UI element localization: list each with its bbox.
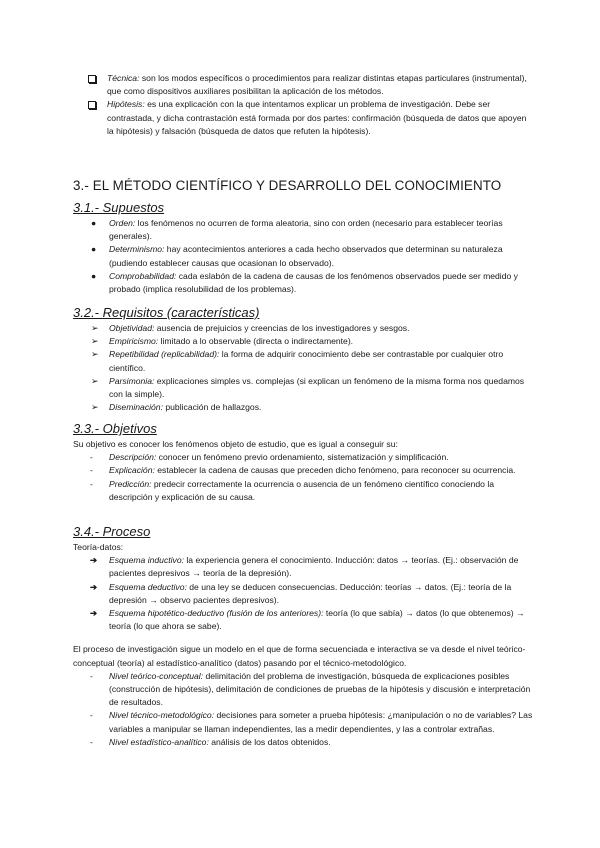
arrowhead-bullet-icon: ➢ <box>91 323 99 333</box>
bullet-icon: ● <box>91 218 97 228</box>
item-text: análisis de los datos obtenidos. <box>208 736 331 747</box>
list-item <box>73 375 533 401</box>
item-text: son los modos específicos o procedimientos para realizar distintas etapas particulares (instrumental), que como dispositivos auxiliares posibilitan la aplicación de los métodos. <box>107 73 527 97</box>
dash-bullet-icon: - <box>90 710 93 721</box>
requisitos-list <box>73 322 533 414</box>
item-term: Diseminación: <box>109 402 163 413</box>
item-term: Empiricismo: <box>109 336 159 347</box>
item-term: Repetibilidad (replicabilidad): <box>109 349 220 360</box>
supuestos-list <box>73 217 533 296</box>
niveles-list <box>73 670 533 749</box>
section-title: 3.3.- Objetivos <box>73 421 157 436</box>
item-term: Objetividad: <box>109 323 155 333</box>
section-proceso <box>73 523 533 749</box>
dash-bullet-icon: - <box>90 452 93 463</box>
item-term: Descripción: <box>109 452 157 463</box>
section-title: 3.1.- Supuestos <box>73 200 165 215</box>
section-intro: Su objetivo es conocer los fenómenos objeto de estudio, que es igual a conseguir su: <box>73 439 398 449</box>
main-heading: 3.- EL MÉTODO CIENTÍFICO Y DESARROLLO DEL CONOCIMIENTO <box>73 178 502 193</box>
item-text: la forma de adquirir conocimiento debe ser contrastable por cualquier otro científico. <box>109 349 504 373</box>
list-item <box>73 243 533 269</box>
objetivos-list <box>73 451 533 504</box>
item-text: teoría (lo que sabía) → datos (lo que obtenemos) → teoría (lo que ahora se sabe). <box>109 608 525 632</box>
item-text: ausencia de prejuicios y creencias de los investigadores y sesgos. <box>154 323 410 333</box>
list-item <box>73 348 533 374</box>
section-intro: Teoría-datos: <box>73 542 124 552</box>
item-term: Determinismo: <box>109 244 165 255</box>
item-text: delimitación del problema de investigación, búsqueda de explicaciones posibles (construcción de hipótesis), delimitación de condiciones de pruebas de la hipótesis y discusión e interpretación de resultados. <box>109 670 531 708</box>
dash-bullet-icon: - <box>90 478 93 489</box>
item-term: Orden: <box>109 218 136 228</box>
list-item <box>73 607 533 633</box>
list-item <box>73 736 533 749</box>
arrow-bullet-icon: ➔ <box>90 581 98 592</box>
list-item <box>73 451 533 464</box>
item-text: los fenómenos no ocurren de forma aleatoria, sino con orden (necesario para establecer teorías generales). <box>109 218 503 242</box>
item-term: Parsimonia: <box>109 375 155 386</box>
arrowhead-bullet-icon: ➢ <box>91 402 99 413</box>
section-supuestos <box>73 199 533 296</box>
arrowhead-bullet-icon: ➢ <box>91 336 99 347</box>
bullet-icon: ● <box>91 270 97 281</box>
item-term: Explicación: <box>109 465 155 476</box>
list-item <box>88 72 528 98</box>
item-text: cada eslabón de la cadena de causas de los fenómenos observados puede ser medido y probado (implica resolubilidad de los problemas). <box>109 270 518 295</box>
arrowhead-bullet-icon: ➢ <box>91 375 99 386</box>
checkbox-bullet-icon <box>88 101 96 109</box>
item-term: Nivel técnico-metodológico: <box>109 710 215 721</box>
list-item <box>73 709 533 735</box>
list-item <box>73 581 533 607</box>
list-item <box>73 217 533 243</box>
item-text: hay acontecimientos anteriores a cada hecho observados que determinan su naturaleza (pudiendo establecer causas que ocasionan lo observado). <box>109 244 503 268</box>
item-term: Esquema hipotético-deductivo (fusión de los anteriores): <box>109 608 324 619</box>
bullet-icon: ● <box>91 244 97 255</box>
item-text: limitado a lo observable (directa o indirectamente). <box>158 336 354 347</box>
arrow-bullet-icon: ➔ <box>90 608 98 619</box>
list-item <box>73 670 533 710</box>
list-item <box>73 554 533 580</box>
section-requisitos <box>73 304 533 414</box>
checkbox-bullet-icon <box>88 75 96 83</box>
item-term: Nivel estadístico-analítico: <box>109 736 209 747</box>
item-term: Esquema inductivo: <box>109 555 184 566</box>
proceso-list <box>73 554 533 633</box>
section-title: 3.2.- Requisitos (características) <box>73 305 260 320</box>
item-text: explicaciones simples vs. complejas (si explican un fenómeno de la misma forma nos quedamos con la simple). <box>109 375 525 400</box>
item-text: establecer la cadena de causas que preceden dicho fenómeno, para reconocer su ocurrencia. <box>154 465 516 476</box>
arrowhead-bullet-icon: ➢ <box>91 349 99 360</box>
list-item <box>73 322 533 335</box>
top-checkbox-list <box>88 72 528 138</box>
list-item <box>73 464 533 477</box>
item-text: la experiencia genera el conocimiento. Inducción: datos → teorías. (Ej.: observación de pacientes depresivos → teoría de la depresión). <box>109 555 519 579</box>
dash-bullet-icon: - <box>90 736 93 747</box>
list-item <box>73 335 533 348</box>
item-term: Hipótesis: <box>107 99 145 110</box>
item-text: conocer un fenómeno previo ordenamiento, sistematización y simplificación. <box>156 452 449 463</box>
item-text: predecir correctamente la ocurrencia o ausencia de un fenómeno científico conociendo la descripción y explicación de su causa. <box>109 478 495 502</box>
item-term: Técnica: <box>107 73 140 83</box>
item-term: Nivel teórico-conceptual: <box>109 670 204 681</box>
section-title: 3.4.- Proceso <box>73 524 151 539</box>
item-term: Comprobabilidad: <box>109 270 177 281</box>
list-item <box>73 270 533 296</box>
item-term: Predicción: <box>109 478 152 489</box>
item-term: Esquema deductivo: <box>109 581 187 592</box>
list-item <box>73 478 533 504</box>
item-text: de una ley se deducen consecuencias. Deducción: teorías → datos. (Ej.: teoría de la depresión → observo pacientes depresivos). <box>109 581 512 605</box>
item-text: es una explicación con la que intentamos explicar un problema de investigación. Debe ser contrastada, y dicha contrastación está formada por dos partes: confirmación (búsqueda de datos que apoyen la hipótesis) y falsación (búsqueda de datos que refuten la hipótesis). <box>107 99 527 136</box>
list-item <box>88 98 528 138</box>
item-text: decisiones para someter a prueba hipótesis: ¿manipulación o no de variables? Las variables a manipular se llaman independientes, las a medir dependientes, y las a controlar extrañas. <box>109 710 533 734</box>
dash-bullet-icon: - <box>90 670 93 681</box>
proceso-paragraph: El proceso de investigación sigue un modelo en el que de forma secuenciada e interactiva se va desde el nivel teórico-conceptual (teoría) al estadístico-analítico (datos) pasando por el técnico-metodológico. <box>73 644 526 668</box>
section-objetivos <box>73 420 533 504</box>
arrow-bullet-icon: ➔ <box>90 555 98 566</box>
list-item <box>73 401 533 414</box>
dash-bullet-icon: - <box>90 465 93 476</box>
item-text: publicación de hallazgos. <box>162 402 262 413</box>
